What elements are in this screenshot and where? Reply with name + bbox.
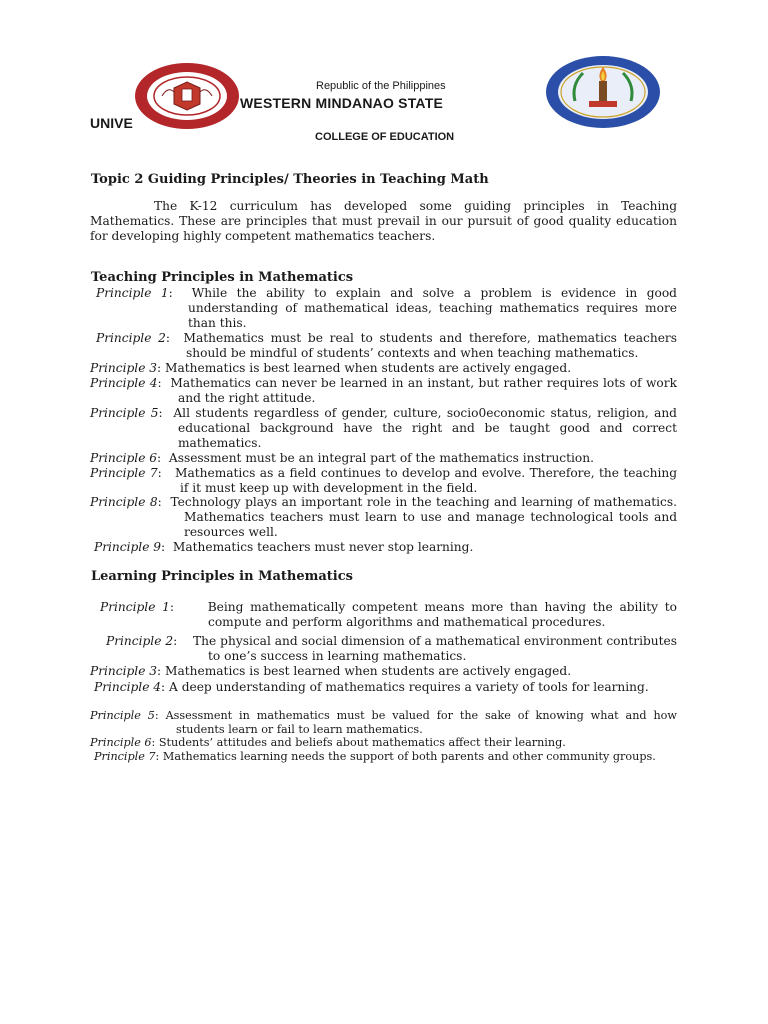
teaching-principle-6 bbox=[90, 451, 677, 466]
principle-label: Principle 3 bbox=[90, 664, 158, 678]
college-seal-logo bbox=[545, 55, 661, 129]
principle-separator: : bbox=[161, 540, 173, 554]
teaching-principle-5 bbox=[90, 406, 677, 451]
principle-separator: : bbox=[157, 664, 166, 678]
principle-text: The physical and social dimension of a mathematical environment contributes to one’s success in learning mathematics. bbox=[193, 634, 678, 663]
principle-label: Principle 1 bbox=[96, 286, 169, 300]
teaching-principle-2 bbox=[96, 331, 677, 361]
principle-separator: : bbox=[157, 466, 175, 480]
principle-separator: : bbox=[157, 451, 169, 465]
principle-text: Mathematics must be real to students and therefore, mathematics teachers should be mindful of students’ contexts and when teaching mathematics. bbox=[183, 331, 678, 360]
principle-text: Mathematics learning needs the support of both parents and other community groups. bbox=[162, 750, 656, 763]
header-university-name: WESTERN MINDANAO STATE bbox=[240, 95, 443, 111]
principle-separator: : bbox=[161, 680, 170, 694]
learning-principle-2 bbox=[106, 634, 677, 664]
principle-text: A deep understanding of mathematics requires a variety of tools for learning. bbox=[169, 680, 649, 694]
header-republic: Republic of the Philippines bbox=[316, 80, 446, 92]
teaching-principle-4 bbox=[90, 376, 677, 406]
learning-principle-4 bbox=[94, 680, 677, 695]
principle-text: Mathematics is best learned when students are actively engaged. bbox=[165, 664, 572, 678]
principle-separator: : bbox=[154, 709, 166, 722]
principle-text: Students’ attitudes and beliefs about mathematics affect their learning. bbox=[158, 736, 566, 749]
learning-principles-heading: Learning Principles in Mathematics bbox=[91, 569, 353, 584]
principle-separator: : bbox=[169, 600, 208, 614]
teaching-principle-1 bbox=[96, 286, 677, 331]
principle-separator: : bbox=[151, 736, 159, 749]
principle-label: Principle 9 bbox=[94, 540, 162, 554]
teaching-principle-9 bbox=[94, 540, 677, 555]
university-seal-logo bbox=[134, 62, 240, 130]
teaching-principles-heading: Teaching Principles in Mathematics bbox=[91, 270, 354, 285]
principle-separator: : bbox=[155, 750, 163, 763]
principle-label: Principle 5 bbox=[90, 709, 155, 722]
principle-label: Principle 6 bbox=[90, 451, 158, 465]
learning-principle-3 bbox=[90, 664, 677, 679]
principle-text: Assessment in mathematics must be valued for the sake of knowing what and how students learn or fail to learn mathematics. bbox=[165, 709, 677, 736]
principle-text: While the ability to explain and solve a problem is evidence in good understanding of mathematical ideas, teaching mathematics requires more than this. bbox=[188, 286, 677, 330]
teaching-principle-3 bbox=[90, 361, 677, 376]
principle-text: All students regardless of gender, culture, socio0economic status, religion, and educational background have the right and be taught good and correct mathematics. bbox=[173, 406, 677, 450]
topic-title: Topic 2 Guiding Principles/ Theories in Teaching Math bbox=[91, 172, 489, 187]
principle-text: Technology plays an important role in the teaching and learning of mathematics. Mathematics teachers must learn to use and manage technological tools and resources well. bbox=[170, 495, 677, 539]
teaching-principle-8 bbox=[90, 495, 677, 540]
principle-separator: : bbox=[165, 331, 184, 345]
teaching-principle-7 bbox=[90, 466, 677, 496]
principle-label: Principle 2 bbox=[106, 634, 174, 648]
principle-text: Mathematics as a field continues to develop and evolve. Therefore, the teaching if it must keep up with development in the field. bbox=[174, 466, 677, 495]
principle-text: Mathematics can never be learned in an instant, but rather requires lots of work and the right attitude. bbox=[170, 376, 677, 405]
principle-separator: : bbox=[157, 495, 171, 509]
header-college: COLLEGE OF EDUCATION bbox=[315, 131, 455, 143]
principle-separator: : bbox=[168, 286, 192, 300]
principle-separator: : bbox=[157, 376, 171, 390]
principle-label: Principle 8 bbox=[90, 495, 158, 509]
principle-label: Principle 7 bbox=[94, 750, 156, 763]
principle-text: Being mathematically competent means more than having the ability to compute and perform algorithms and mathematical procedures. bbox=[207, 600, 677, 629]
principle-label: Principle 6 bbox=[90, 736, 152, 749]
learning-principle-5 bbox=[90, 709, 677, 736]
learning-principle-1 bbox=[100, 600, 677, 630]
principle-label: Principle 5 bbox=[90, 406, 159, 420]
learning-principle-7 bbox=[94, 750, 677, 764]
header-unive: UNIVE bbox=[90, 115, 133, 131]
principle-label: Principle 4 bbox=[90, 376, 158, 390]
principle-label: Principle 1 bbox=[100, 600, 170, 614]
principle-label: Principle 2 bbox=[96, 331, 166, 345]
principle-separator: : bbox=[157, 361, 166, 375]
principle-text: Assessment must be an integral part of the mathematics instruction. bbox=[168, 451, 594, 465]
principle-text: Mathematics teachers must never stop learning. bbox=[172, 540, 474, 554]
principle-label: Principle 3 bbox=[90, 361, 158, 375]
intro-paragraph: The K-12 curriculum has developed some guiding principles in Teaching Mathematics. These are principles that must prevail in our pursuit of good quality education for developing highly competent mathematics teachers. bbox=[90, 199, 677, 243]
principle-label: Principle 7 bbox=[90, 466, 158, 480]
principle-separator: : bbox=[173, 634, 194, 648]
learning-principle-6 bbox=[90, 736, 677, 750]
principle-separator: : bbox=[158, 406, 174, 420]
principle-text: Mathematics is best learned when students are actively engaged. bbox=[165, 361, 572, 375]
principle-label: Principle 4 bbox=[94, 680, 162, 694]
